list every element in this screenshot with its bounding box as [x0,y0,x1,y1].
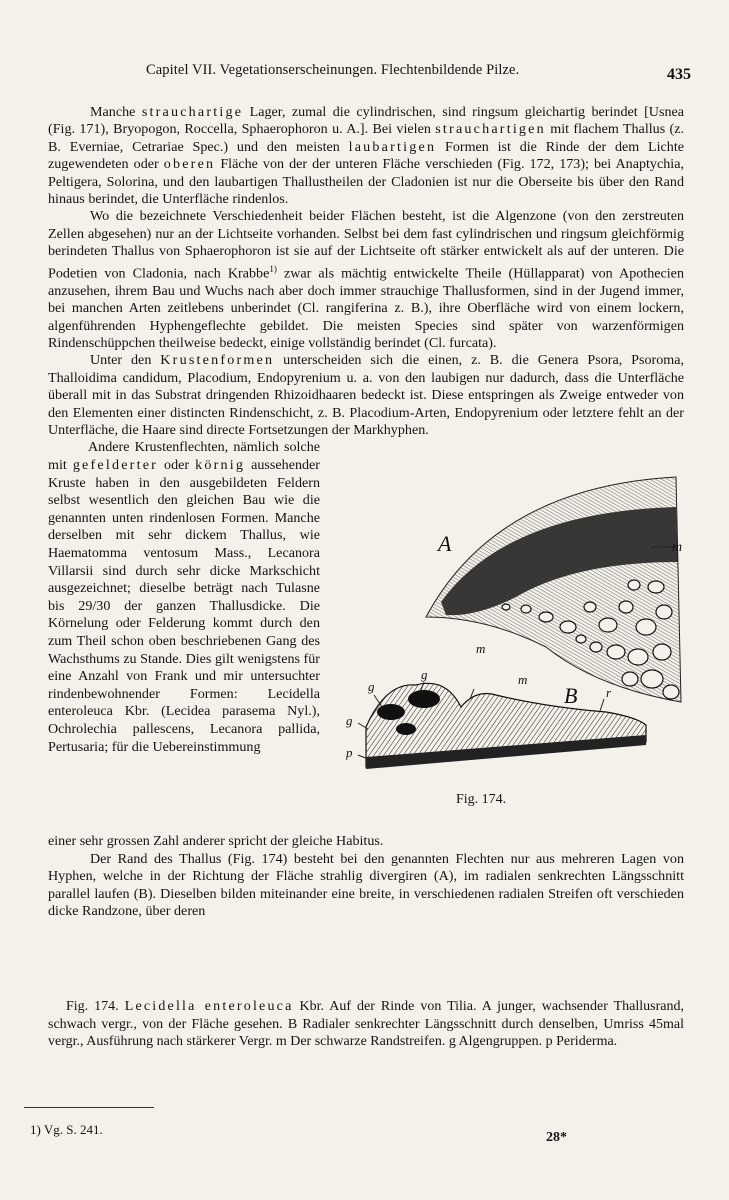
text-run: Lager, zumal die cylindrischen, sind ringsum gleichartig berindet [Usnea (Fig. 171), Bryopogon, Roccella, Sphaerophoron u. A.]. Bei vielen [48,104,684,138]
spaced-term: Krustenformen [160,352,275,369]
footnote: 1) Vg. S. 241. [30,1122,103,1137]
footnote-divider [24,1107,154,1108]
running-title: Capitel VII. Vegetationserscheinungen. Flechtenbildende Pilze. [146,62,520,78]
letter-m-b: m [518,672,528,688]
caption-text [48,998,684,1051]
body-text [48,104,684,920]
text-run: Formen ist die Rinde der dem Lichte zugewendeten oder [48,138,684,173]
text-run: Fläche von der der unteren Fläche verschieden (Fig. 172, 173); bei Anaptychia, Peltigera, Solorina, und den laubartigen Thallustheilen der Cladonien ist nur die Oberseite bis über den Rand hinaus berindet, die Unterfläche rindenlos. [48,156,684,208]
text-run: Andere Krustenflechten, nämlich solche mit [48,439,320,473]
caption-prefix: Fig. 174. [66,999,125,1014]
figure-caption [48,998,684,1051]
text-run: unterscheiden sich die einen, z. B. die Genera Psora, Psoroma, Thalloidima candidum, Placodium, Endopyrenium u. a. von den laubigen nur dadurch, dass die Unterfläche überall mit in das Substrat dringenden Rhizoidhaaren bedeckt ist. Diese entspringen als Zweige entweder von den Elementen einer distincten Rindenschicht, z. B. Placodium-Arten, Endopyrenium oder letztere fehlt an der Unterfläche, die Haare sind directe Fortsetzungen der Markhyphen. [48,352,684,438]
spaced-term: strauchartigen [435,121,546,138]
letter-a: A [438,531,452,557]
text-run: oder [158,457,196,473]
paragraph-krustenflechten [48,439,320,756]
spaced-term: strauchartige [141,104,244,120]
caption-species: Lecidella enteroleuca [124,999,294,1014]
page-header [146,62,691,86]
spaced-term: oberen [163,156,216,173]
lichen-illustration [346,467,686,787]
letter-m-a: m [672,540,683,556]
paragraph-habitus: einer sehr grossen Zahl anderer spricht der gleiche Habitus. [48,833,384,850]
letter-g-mid: g [421,667,428,683]
spaced-term: körnig [195,457,246,473]
text-run: zwar als mächtig entwickelte Theile (Hüllapparat) von Apothecien anzusehen, ihrem Bau und Wuchs nach aber doch immer strauchige Thallusformen, sind in der Jugend immer, bei manchen Arten zeitlebens unberindet (Cl. rangiferina z. B.), ihre Oberfläche wird von einem lockern, algenführenden Hyphengeflechte gebildet. Die meisten Species sind später von warzenförmigen Rindenschüppchen theilweise bedeckt, einige vollständig berindet (Cl. furcata). [48,265,684,351]
text-run: mit flachem Thallus (z. B. Everniae, Cetrariae Spec.) und den meisten [48,121,685,155]
figure-174 [346,467,686,807]
text-run: Manche [90,104,142,120]
letter-r: r [606,685,612,701]
letter-g-low: g [346,713,353,729]
letter-g-left: g [368,679,375,695]
figure-label: Fig. 174. [456,792,507,808]
letter-p: p [346,745,353,761]
letter-b: B [564,683,578,709]
paragraph-krustenformen [48,352,684,439]
paragraph-algenzone [48,208,684,352]
paragraph-strauchartige [48,104,684,208]
text-run: Wo die bezeichnete Verschiedenheit beider Flächen besteht, ist die Algenzone (von den zerstreuten Zellen abgesehen) nur an der Lichtseite vorhanden. Selbst bei dem fast cylindrischen und ringsum gleichförmig berindeten Thallus von Sphaerophoron ist sie auf der Lichtseite oft stärker entwickelt als auf der unteren. Die Podetien von Cladonia, nach Krabbe [48,208,684,282]
paragraph-rand: Der Rand des Thallus (Fig. 174) besteht bei den genannten Flechten nur aus mehreren Lagen von Hyphen, welche in der Richtung der Fläche strahlig divergiren (A), im radialen senkrechten Längsschnitt parallel laufen (B). Dieselben bilden miteinander eine breite, in verschiedenen radialen Streifen oft verschieden dicke Randzone, über deren [48,850,684,920]
spaced-term: laubartigen [348,138,437,155]
spaced-term: gefelderter [72,457,159,473]
wrapped-column [48,439,320,756]
sheet-signature: 28* [546,1130,567,1145]
text-with-figure [48,439,684,833]
letter-m-a-lower: m [476,641,486,657]
footnote-marker: 1) [269,263,277,274]
caption-body: Kbr. Auf der Rinde von Tilia. A junger, wachsender Thallusrand, schwach vergr., von der Fläche gesehen. B Radialer senkrechter Längsschnitt durch denselben, Umriss 45mal vergr., Ausführung nach stärkerer Vergr. m Der schwarze Randstreifen. g Algengruppen. p Periderma. [48,999,684,1050]
page-number: 435 [667,66,691,83]
text-run: Unter den [90,352,161,369]
text-run: aussehender Kruste haben in den ausgebildeten Feldern selbst wesentlich den gleichen Bau wie die genannten unten rindenlosen Formen. Manche derselben mit sehr dickem Thallus, wie Haematomma ventosum Mass., Lecanora Villarsii sind durch sehr dicke Markschicht ausgezeichnet; dieselbe beträgt nach Tulasne bis 29/30 der ganzen Thallusdicke. Die Körnelung oder Felderung kommt durch den zum Theil schon oben beschriebenen Gang des Wachsthums zu Stande. Dies gilt wenigstens für eine Anzahl von Frank und mir untersuchter rindenbewohnender Formen: Lecidella enteroleuca Kbr. (Lecidea parasema Nyl.), Ochrolechia pallescens, Lecanora pallida, Pertusaria; für die Uebereinstimmung [48,457,320,755]
